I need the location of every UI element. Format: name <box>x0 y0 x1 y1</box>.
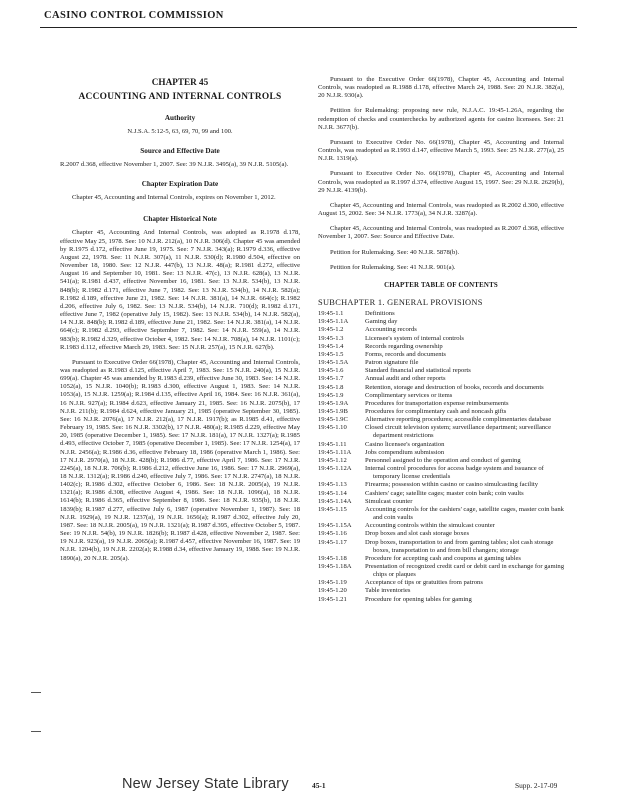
toc-section-number: 19:45-1.2 <box>318 326 344 334</box>
toc-section-number: 19:45-1.1 <box>318 310 344 318</box>
chapter-number: CHAPTER 45 <box>151 77 209 87</box>
toc-section-title: Procedure for opening tables for gaming <box>365 595 472 603</box>
toc-entry <box>318 416 564 424</box>
toc-entry <box>318 384 564 392</box>
history-paragraph: Chapter 45, Accounting and Internal Controls, was readopted as R.2007 d.368, effective November 1, 2007. See: Source and Effective Date. <box>318 225 564 241</box>
toc-entry <box>318 359 564 367</box>
toc-entry <box>318 555 564 563</box>
toc-section-number: 19:45-1.5A <box>318 359 349 367</box>
toc-entry <box>318 490 564 498</box>
toc-entry <box>318 310 564 318</box>
toc-section-title: Retention, storage and destruction of books, records and documents <box>365 383 544 391</box>
toc-section-number: 19:45-1.10 <box>318 424 347 432</box>
toc-section-title: Complimentary services or items <box>365 391 453 399</box>
toc-section-number: 19:45-1.14A <box>318 497 352 505</box>
toc-section-title: Definitions <box>365 310 395 318</box>
toc-entry <box>318 335 564 343</box>
toc-section-number: 19:45-1.3 <box>318 334 344 342</box>
toc-section-number: 19:45-1.18 <box>318 554 347 562</box>
toc-entry <box>318 498 564 506</box>
toc-entry <box>318 563 564 579</box>
toc-section-title: Casino licensee's organization <box>365 440 445 448</box>
toc-entry <box>318 392 564 400</box>
toc-section-title: Personnel assigned to the operation and conduct of gaming <box>365 456 521 464</box>
toc-section-title: Drop boxes and slot cash storage boxes <box>365 530 470 538</box>
toc-entry <box>318 579 564 587</box>
history-heading: Chapter Historical Note <box>143 215 217 224</box>
toc-section-title: Procedures for transportation expense reimbursements <box>365 399 509 407</box>
toc-entry <box>318 408 564 416</box>
authority-text: N.J.S.A. 5:12-5, 63, 69, 70, 99 and 100. <box>127 128 233 135</box>
toc-section-number: 19:45-1.9B <box>318 408 348 415</box>
toc-entry <box>318 481 564 489</box>
toc-section-number: 19:45-1.8 <box>318 383 344 391</box>
margin-mark <box>31 692 41 693</box>
toc-section-title: Accounting controls for the cashiers' cage, satellite cages, master coin bank and coin vaults <box>365 505 564 522</box>
toc-entry <box>318 596 564 604</box>
toc-entry <box>318 424 564 440</box>
history-paragraph: Petition for Rulemaking: proposing new rule, N.J.A.C. 19:45-1.26A, regarding the redemption of checks and counterchecks by authorized agents for casino licensees. See: 21 N.J.R. 3677(b). <box>318 107 564 131</box>
toc-section-title: Cashiers' cage; satellite cages; master coin bank; coin vaults <box>365 489 524 497</box>
history-paragraph: Pursuant to the Executive Order 66(1978), Chapter 45, Accounting and Internal Controls, was readopted as R.1988 d.178, effective March 24, 1988. See: 20 N.J.R. 382(a), 20 N.J.R. 930(a). <box>318 76 564 100</box>
toc-section-number: 19:45-1.13 <box>318 481 347 489</box>
toc-section-title: Gaming day <box>365 318 398 326</box>
toc-section-number: 19:45-1.20 <box>318 587 347 595</box>
toc-section-title: Closed circuit television system; surveillance department; surveillance department restrictions <box>365 424 552 440</box>
toc-entry <box>318 587 564 595</box>
page-number: 45-1 <box>312 781 326 790</box>
toc-section-number: 19:45-1.17 <box>318 538 347 546</box>
toc-entry <box>318 375 564 383</box>
toc-section-number: 19:45-1.14 <box>318 489 347 497</box>
toc-section-title: Standard financial and statistical reports <box>365 367 471 375</box>
toc-section-title: Acceptance of tips or gratuities from patrons <box>365 579 483 587</box>
toc-section-title: Procedure for accepting cash and coupons at gaming tables <box>365 554 521 562</box>
toc-section-title: Simulcast counter <box>365 497 413 505</box>
toc-section-number: 19:45-1.1A <box>318 318 349 326</box>
toc-section-number: 19:45-1.9A <box>318 399 349 407</box>
toc-list <box>318 310 564 604</box>
header-rule <box>40 27 577 28</box>
library-watermark: New Jersey State Library <box>122 776 289 792</box>
toc-entry <box>318 441 564 449</box>
toc-section-title: Jobs compendium submission <box>365 448 445 456</box>
history-paragraph: Petition for Rulemaking. See: 40 N.J.R. 5878(b). <box>330 248 460 256</box>
toc-entry <box>318 351 564 359</box>
toc-section-title: Annual audit and other reports <box>365 375 446 383</box>
toc-section-number: 19:45-1.5 <box>318 350 344 358</box>
source-text: R.2007 d.368, effective November 1, 2007. See: 39 N.J.R. 3495(a), 39 N.J.R. 5105(a). <box>60 161 289 169</box>
toc-entry <box>318 457 564 465</box>
history-paragraph: Pursuant to Executive Order No. 66(1978), Chapter 45, Accounting and Internal Controls, was readopted as R.1993 d.147, effective March 5, 1993. See: 25 N.J.R. 277(a), 25 N.J.R. 1319(a). <box>318 138 564 163</box>
toc-section-number: 19:45-1.16 <box>318 530 347 538</box>
toc-entry <box>318 367 564 375</box>
toc-section-number: 19:45-1.12 <box>318 456 347 464</box>
toc-section-number: 19:45-1.9C <box>318 416 348 424</box>
left-column <box>60 76 300 570</box>
chapter-title: ACCOUNTING AND INTERNAL CONTROLS <box>78 92 282 102</box>
toc-entry <box>318 326 564 334</box>
toc-entry <box>318 400 564 408</box>
toc-section-title: Procedures for complimentary cash and noncash gifts <box>365 408 507 415</box>
toc-section-title: Drop boxes, transportation to and from gaming tables; slot cash storage boxes, transportation to and from bill changers; storage <box>365 538 554 554</box>
toc-section-title: Internal control procedures for access badge system and issuance of temporary license credentials <box>365 465 544 481</box>
toc-heading: CHAPTER TABLE OF CONTENTS <box>384 281 498 289</box>
toc-section-number: 19:45-1.4 <box>318 342 344 350</box>
source-heading: Source and Effective Date <box>140 147 220 156</box>
toc-entry <box>318 506 564 522</box>
toc-section-number: 19:45-1.11A <box>318 448 352 456</box>
margin-mark <box>31 731 41 732</box>
supplement-date: Supp. 2-17-09 <box>515 781 558 790</box>
toc-entry <box>318 522 564 530</box>
right-column <box>318 76 564 604</box>
toc-section-number: 19:45-1.19 <box>318 579 347 587</box>
history-paragraph: Chapter 45, Accounting And Internal Controls, was adopted as R.1978 d.178, effective May 25, 1978. See: 10 N.J.R. 212(a), 10 N.J.R. 306(d). Chapter 45 was amended by R.1975 d.172, effective June 19, 1975. See: 7 N.J.R. 343(a); R.1979 d.336, effective August 22, 1978. See: 11 N.J.R. 307(a), 11 N.J.R. 530(d); R.1980 d.504, effective on November 18, 1980. See: 12 N.J.R. 447(b), 13 N.J.R. 48(a); R.1981 d.272, effective August 16 and September 10, 1981. See: 13 N.J.R. 47(c), 13 N.J.R. 628(a), 13 N.J.R. 541(a); R.1981 d.437, effective November 16, 1981. See: 13 N.J.R. 534(b), 13 N.J.R. 848(b); R.1982 d.171, effective June 7, 1982. See: 13 N.J.R. 534(b), 14 N.J.R. 582(a); R.1982 d.189, effective June 21, 1982. See: 14 N.J.R. 381(a), 14 N.J.R. 664(c); R.1982 d.206, effective July 6, 1982. See: 13 N.J.R. 534(b), 14 N.J.R. 710(d); R.1982 d.171, effective June 7, 1982 (operative July 15, 1982). See: 13 N.J.R. 534(b), 14 N.J.R. 582(a), 14 N.J.R. 848(b); R.1982 d.189, effective June 21, 1982. See: 14 N.J.R. 381(a), 14 N.J.R. 664(c); R.1982 d.293, effective September 7, 1982. See: 14 N.J.R. 559(a), 14 N.J.R. 983(b); R.1982 d.329, effective October 4, 1982. See: 14 N.J.R. 708(a), 14 N.J.R. 1101(c); R.1983 d.112, effective March 29, 1983. See: 15 N.J.R. 257(a), 15 N.J.R. 627(b). <box>60 229 300 351</box>
toc-section-number: 19:45-1.21 <box>318 595 347 603</box>
toc-section-title: Firearms; possession within casino or casino simulcasting facility <box>365 481 539 489</box>
toc-section-number: 19:45-1.7 <box>318 375 344 383</box>
running-header: CASINO CONTROL COMMISSION <box>44 10 224 21</box>
toc-section-title: Presentation of recognized credit card or debit card in exchange for gaming chips or plaques <box>365 562 565 579</box>
toc-section-number: 19:45-1.9 <box>318 391 344 399</box>
history-paragraph: Chapter 45, Accounting and Internal Controls, was readopted as R.2002 d.300, effective August 15, 2002. See: 34 N.J.R. 1773(a), 34 N.J.R. 3287(a). <box>318 201 564 218</box>
toc-entry <box>318 539 564 555</box>
toc-entry <box>318 530 564 538</box>
toc-entry <box>318 465 564 481</box>
toc-section-number: 19:45-1.11 <box>318 440 347 448</box>
history-paragraph: Pursuant to Executive Order 66(1978), Chapter 45, Accounting and Internal Controls, was readopted as R.1983 d.125, effective April 7, 1983. See: 15 N.J.R. 240(a), 15 N.J.R. 699(a). Chapter 45 was amended by R.1983 d.239, effective June 30, 1983. See: 14 N.J.R. 1052(a), 15 N.J.R. 1040(b); R.1983 d.300, effective August 1, 1983. See: 14 N.J.R. 1053(a), 15 N.J.R. 1259(a); R.1984 d.135, effective April 16, 1984. See: 16 N.J.R. 361(a), 16 N.J.R. 927(a); R.1984 d.623, effective January 21, 1985. See: 16 N.J.R. 2075(b), 17 N.J.R. 211(b); R.1984 d.624, effective January 21, 1985 (operative September 30, 1985). See: 16 N.J.R. 2076(a), 17 N.J.R. 212(a), 17 N.J.R. 1917(b); as R.1985 d.41, effective February 19, 1985. See: 16 N.J.R. 3302(b), 17 N.J.R. 480(a); R.1985 d.229, effective May 20, 1985 (operative December 1, 1985). See: 17 N.J.R. 181(a), 17 N.J.R. 1327(a); R.1985 d.493, effective October 7, 1985 (operative December 1, 1985). See: 17 N.J.R. 1254(a), 17 N.J.R. 2456(a); R.1986 d.36, effective February 18, 1986 (operative March 1, 1986). See: 17 N.J.R. 2970(a), 18 N.J.R. 428(b); R.1986 d.77, effective April 7, 1986. See: 17 N.J.R. 2245(a), 18 N.J.R. 706(b); R.1986 d.212, effective June 16, 1986. See: 17 N.J.R. 2969(a), 18 N.J.R. 1312(a); R.1986 d.240, effective July 7, 1986. See: 17 N.J.R. 2747(a), 18 N.J.R. 1402(c); R.1986 d.302, effective October 6, 1986. See: 18 N.J.R. 2005(a), 19 N.J.R. 1321(a); R.1986 d.308, effective August 4, 1986. See: 18 N.J.R. 1096(a), 18 N.J.R. 1614(b); R.1986 d.365, effective September 8, 1986. See: 18 N.J.R. 935(b), 18 N.J.R. 1839(b); R.1987 d.277, effective July 6, 1987 (operative November 1, 1987). See: 18 N.J.R. 1929(a), 19 N.J.R. 1237(a), 19 N.J.R. 1656(a); R.1987 d.302, effective July 20, 1987. See: 18 N.J.R. 2005(a), 19 N.J.R. 1321(a); R.1987 d.395, effective October 5, 1987. See: 19 N.J.R. 54(b), 19 N.J.R. 1826(b); R.1987 d.428, effective November 2, 1987. See: 19 N.J.R. 923(a), 19 N.J.R. 2065(a); R.1987 d.457, effective November 16, 1987. See: 19 N.J.R. 1204(b), 19 N.J.R. 2202(a); R.1988 d.34, effective January 19, 1988. See: 19 N.J.R. 1890(a), 20 N.J.R. 205(a). <box>60 358 300 562</box>
toc-section-number: 19:45-1.15 <box>318 505 347 513</box>
toc-section-title: Accounting controls within the simulcast counter <box>365 522 495 530</box>
history-paragraph: Petition for Rulemaking. See: 41 N.J.R. 901(a). <box>330 263 456 271</box>
toc-entry <box>318 343 564 351</box>
toc-section-title: Alternative reporting procedures; accessible complimentaries database <box>365 416 552 424</box>
toc-entry <box>318 318 564 326</box>
toc-section-number: 19:45-1.12A <box>318 465 352 473</box>
toc-section-number: 19:45-1.15A <box>318 522 352 530</box>
toc-section-number: 19:45-1.18A <box>318 562 352 570</box>
toc-section-title: Accounting records <box>365 326 417 334</box>
subchapter-heading: SUBCHAPTER 1. GENERAL PROVISIONS <box>318 297 483 307</box>
toc-section-title: Licensee's system of internal controls <box>365 334 464 342</box>
history-paragraph: Pursuant to Executive Order No. 66(1978), Chapter 45, Accounting and Internal Controls, was readopted as R.1997 d.374, effective August 15, 1997. See: 29 N.J.R. 2629(b), 29 N.J.R. 4139(b). <box>318 170 564 194</box>
toc-section-title: Records regarding ownership <box>365 342 443 350</box>
toc-section-title: Forms, records and documents <box>365 350 446 358</box>
authority-heading: Authority <box>164 114 196 122</box>
toc-section-title: Patron signature file <box>365 359 419 367</box>
toc-section-title: Table inventories <box>365 587 411 595</box>
toc-entry <box>318 449 564 457</box>
toc-section-number: 19:45-1.6 <box>318 367 344 375</box>
expiration-heading: Chapter Expiration Date <box>141 180 219 189</box>
expiration-text: Chapter 45, Accounting and Internal Controls, expires on November 1, 2012. <box>72 194 276 202</box>
